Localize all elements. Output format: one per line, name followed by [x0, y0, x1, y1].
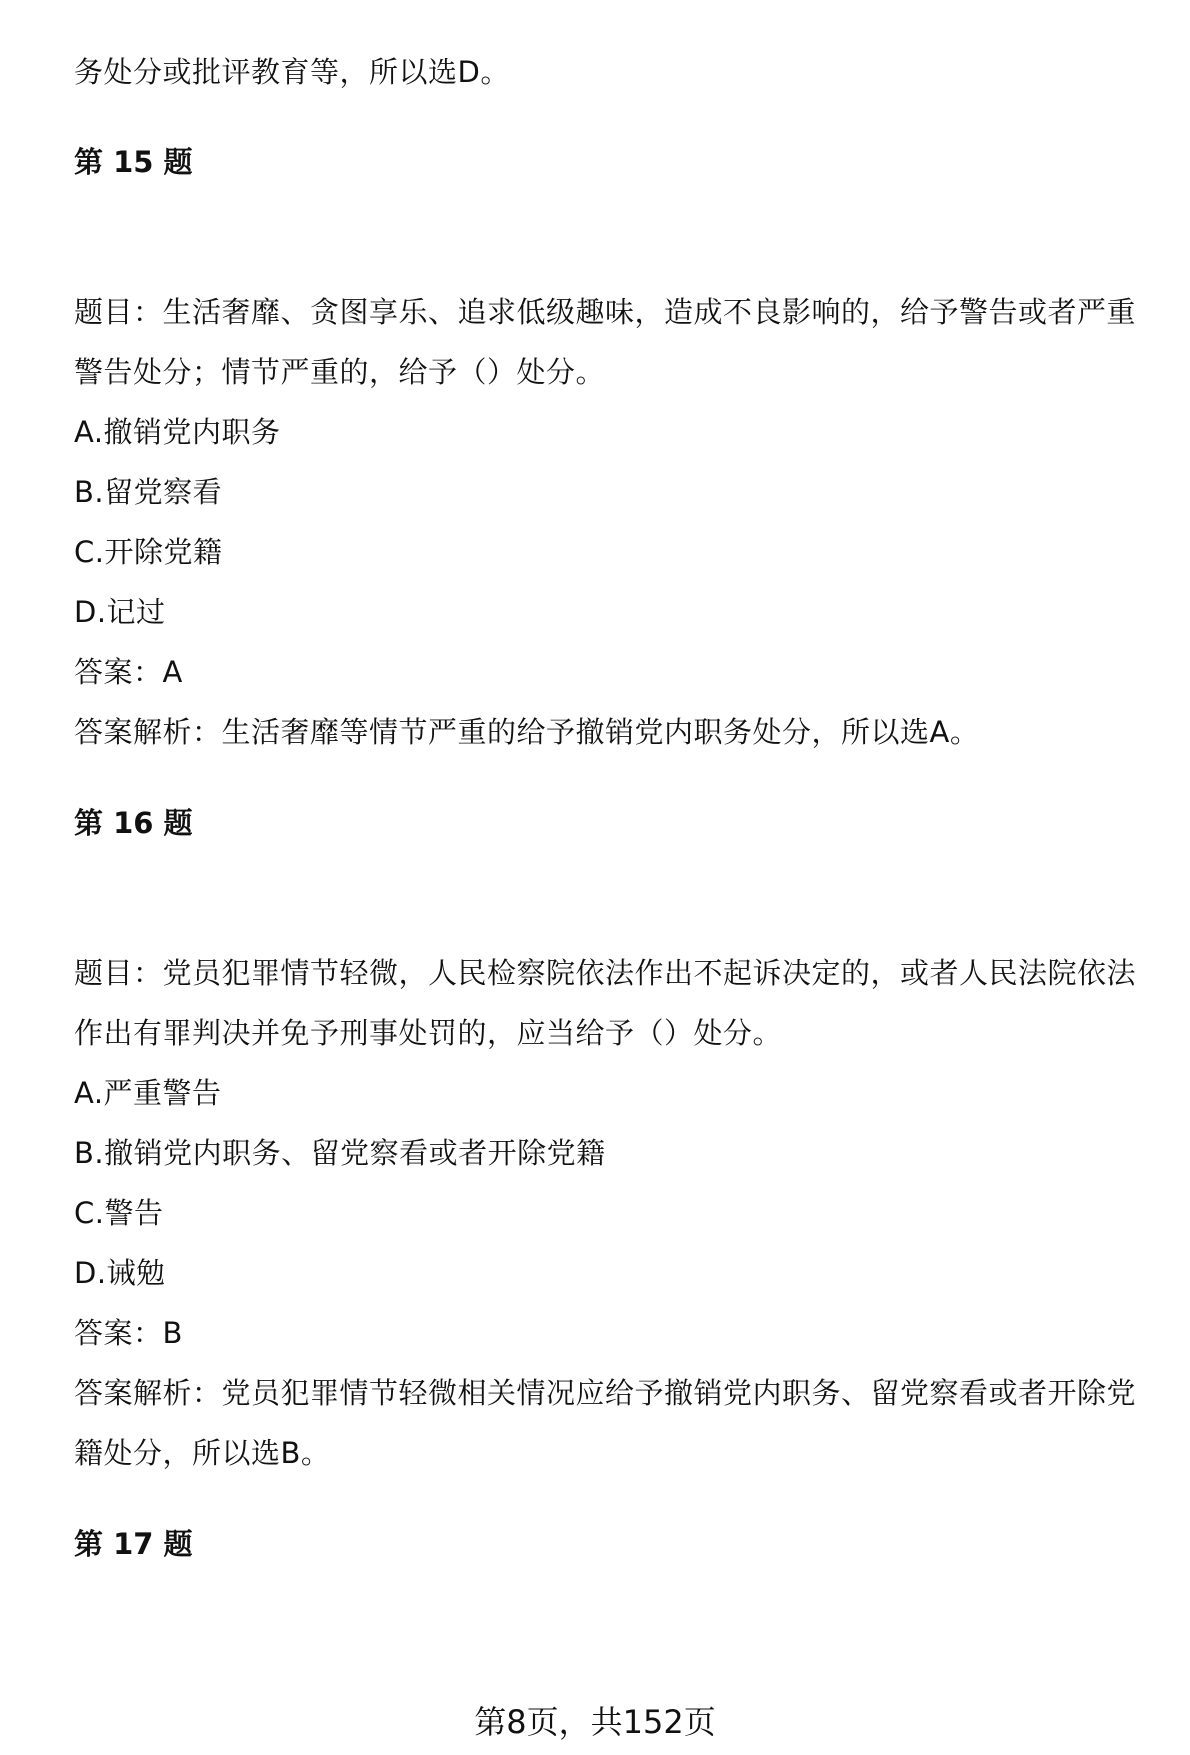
question-16-answer: 答案：B — [74, 1316, 183, 1350]
question-15-option-a: A.撤销党内职务 — [74, 415, 281, 449]
question-16-analysis-line-1: 答案解析：党员犯罪情节轻微相关情况应给予撤销党内职务、留党察看或者开除党 — [74, 1376, 1137, 1410]
question-16-heading: 第 16 题 — [74, 806, 193, 840]
question-15-answer: 答案：A — [74, 655, 183, 689]
question-15-stem-line-1: 题目：生活奢靡、贪图享乐、追求低级趣味，造成不良影响的，给予警告或者严重 — [74, 295, 1137, 329]
question-16-analysis-line-2: 籍处分，所以选B。 — [74, 1436, 331, 1470]
question-15-analysis: 答案解析：生活奢靡等情节严重的给予撤销党内职务处分，所以选A。 — [74, 715, 980, 749]
question-15-option-c: C.开除党籍 — [74, 535, 223, 569]
question-16-option-a: A.严重警告 — [74, 1076, 222, 1110]
question-15-heading: 第 15 题 — [74, 145, 193, 179]
question-16-stem-line-2: 作出有罪判决并免予刑事处罚的，应当给予（）处分。 — [74, 1016, 783, 1050]
question-17-heading: 第 17 题 — [74, 1527, 193, 1561]
question-16-option-c: C.警告 — [74, 1196, 164, 1230]
prev-analysis-tail: 务处分或批评教育等，所以选D。 — [74, 55, 510, 89]
question-15-option-b: B.留党察看 — [74, 475, 223, 509]
question-15-option-d: D.记过 — [74, 595, 166, 629]
question-16-option-b: B.撤销党内职务、留党察看或者开除党籍 — [74, 1136, 606, 1170]
page-number: 第8页，共152页 — [474, 1703, 716, 1741]
question-16-option-d: D.诫勉 — [74, 1256, 166, 1290]
question-15-stem-line-2: 警告处分；情节严重的，给予（）处分。 — [74, 355, 606, 389]
question-16-stem-line-1: 题目：党员犯罪情节轻微，人民检察院依法作出不起诉决定的，或者人民法院依法 — [74, 956, 1137, 990]
